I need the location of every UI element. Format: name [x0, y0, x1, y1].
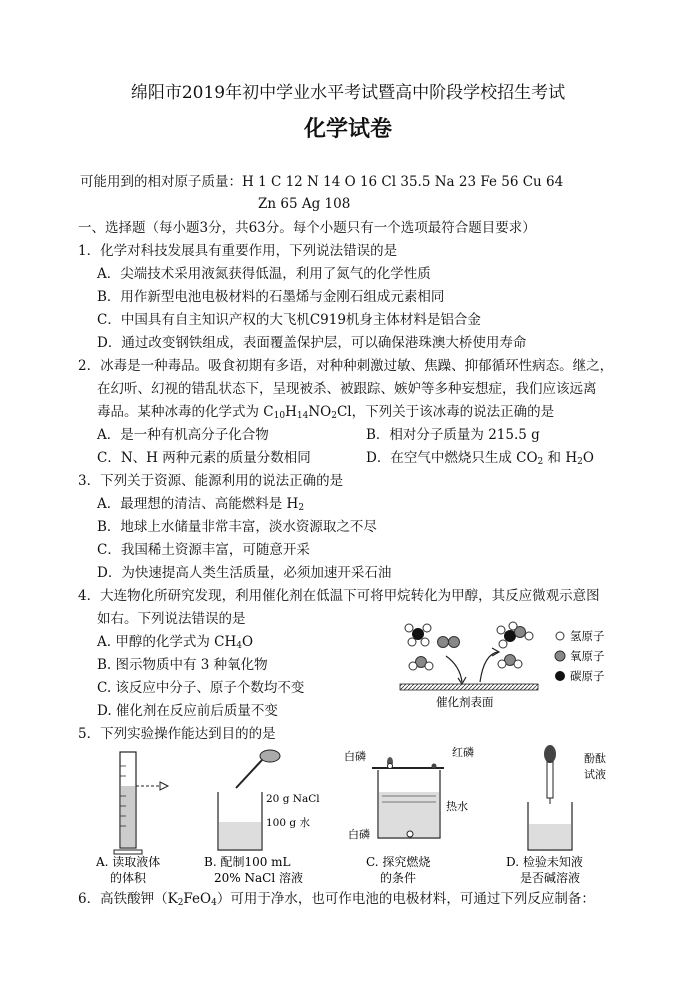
atomic-mass-line-2: Zn 65 Ag 108 [258, 196, 351, 212]
q2-stem-2: 在幻听、幻视的错乱状态下，呈现被杀、被跟踪、嫉妒等多种妄想症，我们应该远离 [97, 381, 597, 397]
fig-c-white-phosphorus-1: 白磷 [344, 750, 366, 763]
q6-stem: 6．高铁酸钾$(K_2FeO_4)$可用于净水，也可作电池的电极材料，可通过下列反应制备： [78, 891, 595, 908]
fig-d-label-2: 是否碱溶液 [520, 871, 581, 885]
fig-c-label-1: C. 探究燃烧 [366, 855, 431, 869]
q2-stem-3: 毒品。某种冰毒的化学式为 $C_{10}H_{14}NO_2Cl$，下列关于该冰毒的说法正确的是 [97, 404, 555, 421]
q5-stem: 5．下列实验操作能达到目的的是 [78, 726, 276, 742]
q4-stem-2: 如右。下列说法错误的是 [97, 611, 246, 627]
methanol-molecule [497, 622, 533, 648]
catalyst-surface-label: 催化剂表面 [436, 695, 494, 709]
fig-c-hot-water: 热水 [446, 800, 468, 813]
q1-option-c: C．中国具有自主知识产权的大飞机C919机身主体材料是铝合金 [97, 312, 481, 328]
fig-b-label-1: B. 配制100 mL [204, 855, 291, 869]
fig-b-label-2: 20% NaCl 溶液 [214, 871, 303, 885]
product-water-molecule [498, 655, 522, 669]
legend-hydrogen: 氢原子 [570, 629, 605, 643]
figure-a-cylinder [92, 746, 202, 886]
q4-option-b: B. 图示物质中有 3 种氧化物 [97, 657, 268, 673]
fig-a-label-1: A. 读取液体 [96, 855, 161, 869]
q2-option-b: B．相对分子质量为 215.5 g [366, 427, 540, 443]
atomic-mass-line-1: 可能用到的相对原子质量：H 1 C 12 N 14 O 16 Cl 35.5 Na 23 Fe 56 Cu 64 [80, 174, 564, 190]
q4-stem-1: 4．大连物化所研究发现，利用催化剂在低温下可将甲烷转化为甲醇，其反应微观示意图 [78, 588, 600, 604]
dropper-bulb-icon [544, 745, 556, 763]
water-molecule [409, 657, 433, 671]
q4-option-c: C. 该反应中分子、原子个数均不变 [97, 680, 305, 696]
paper-subtitle: 化学试卷 [303, 116, 392, 142]
fig-c-red-phosphorus: 红磷 [452, 746, 474, 759]
figure-b-beaker [200, 746, 330, 886]
fig-b-water: 100 g 水 [266, 817, 310, 829]
legend-oxygen: 氧原子 [570, 649, 605, 663]
q3-option-b: B．地球上水储量非常丰富，淡水资源取之不尽 [97, 519, 377, 535]
reaction-microscopic-diagram [388, 614, 640, 710]
q3-option-c: C．我国稀土资源丰富，可随意开采 [97, 542, 310, 558]
fig-c-white-phosphorus-2: 白磷 [348, 828, 370, 841]
fig-c-label-2: 的条件 [380, 871, 417, 885]
figure-c-combustion [344, 746, 494, 886]
carbon-legend-icon [555, 671, 565, 681]
oxygen-legend-icon [555, 651, 565, 661]
methane-molecule [405, 624, 431, 646]
spoon-icon [260, 750, 280, 762]
legend-carbon: 碳原子 [570, 669, 605, 683]
hydrogen-legend-icon [556, 632, 564, 640]
q1-option-b: B．用作新型电池电极材料的石墨烯与金刚石组成元素相同 [97, 289, 445, 305]
fig-d-reagent-2: 试液 [584, 768, 606, 781]
fig-d-reagent-1: 酚酞 [584, 752, 606, 765]
q4-option-d: D. 催化剂在反应前后质量不变 [97, 703, 278, 719]
oxygen-molecule [438, 637, 460, 648]
q1-option-a: A．尖端技术采用液氮获得低温，利用了氮气的化学性质 [97, 266, 431, 282]
fig-d-label-1: D. 检验未知液 [506, 855, 583, 869]
q2-option-d: D．在空气中燃烧只生成 $CO_2$ 和 $H_2O$ [366, 450, 594, 467]
q3-option-a: A．最理想的清洁、高能燃料是 $H_2$ [97, 496, 305, 513]
q3-option-d: D．为快速提高人类生活质量，必须加速开采石油 [97, 565, 392, 581]
q4-option-a: A. 甲醇的化学式为 $CH_4O$ [97, 634, 254, 651]
fig-a-label-2: 的体积 [110, 871, 147, 885]
q1-option-d: D．通过改变钢铁组成，表面覆盖保护层，可以确保港珠澳大桥使用寿命 [97, 335, 527, 351]
q2-option-a: A．是一种有机高分子化合物 [97, 427, 269, 443]
eye-icon [160, 782, 168, 790]
figure-d-dropper [498, 742, 630, 886]
fig-b-nacl: 20 g NaCl [266, 793, 320, 805]
q1-stem: 1．化学对科技发展具有重要作用，下列说法错误的是 [78, 243, 398, 259]
q3-stem: 3．下列关于资源、能源利用的说法正确的是 [78, 473, 344, 489]
q2-option-c: C．N、H 两种元素的质量分数相同 [97, 450, 311, 466]
q2-stem-1: 2．冰毒是一种毒品。吸食初期有多语，对种种刺激过敏、焦躁、抑郁循环性病态。继之， [78, 358, 614, 374]
section-heading: 一、选择题（每小题3分，共63分。每个小题只有一个选项最符合题目要求） [78, 220, 536, 236]
exam-title: 绵阳市2019年初中学业水平考试暨高中阶段学校招生考试 [130, 83, 566, 103]
